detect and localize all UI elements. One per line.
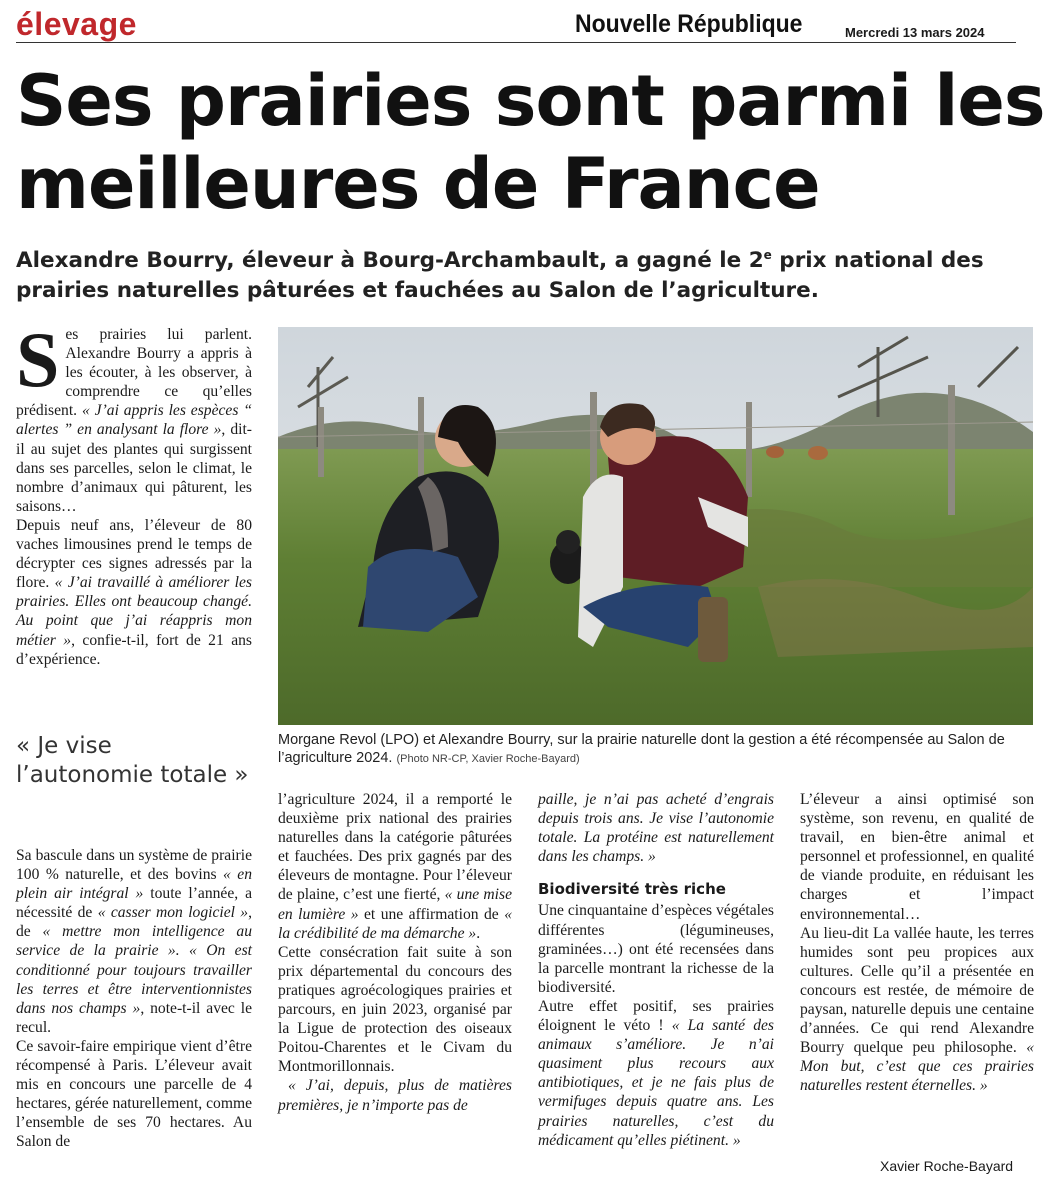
subheading: Biodiversité très riche [538, 880, 726, 899]
column-1-intro [16, 316, 252, 669]
rubric: élevage [16, 6, 137, 42]
column-2 [278, 790, 512, 1115]
issue-date: Mercredi 13 mars 2024 [845, 25, 985, 40]
paragraph: Une cinquantaine d’espèces végétales différentes (légumineuses, graminées…) ont été recensées dans la parcelle montrant la richesse de la biodiversité. [538, 902, 774, 996]
pull-quote-heading: « Je vise l’autonomie totale » [16, 733, 249, 788]
paragraph: Depuis neuf ans, l’éleveur de 80 vaches limousines prend le temps de décrypter ces signes adressés par la flore. « J’ai travaillé à améliorer les prairies. Elles ont beaucoup changé. Au point que j’ai réappris mon métier », confie-t-il, fort de 21 ans d’expérience. [16, 516, 252, 668]
photo-credit: (Photo NR-CP, Xavier Roche-Bayard) [396, 753, 580, 765]
column-3 [538, 790, 774, 1150]
drop-cap: S [16, 316, 60, 403]
author-byline: Xavier Roche-Bayard [880, 1158, 1014, 1174]
column-1-continued [16, 846, 252, 1152]
column-4 [800, 790, 1034, 1096]
paragraph: Sa bascule dans un système de prairie 100 % naturelle, et des bovins « en plein air intégral » toute l’année, a nécessité de « casser mon logiciel », de « mettre mon intelligence au service de la prairie ». « On est conditionné pour toujours travailler les terres et être interventionnistes dans nos champs », note-t-il avec le recul. [16, 847, 253, 1036]
paragraph: L’éleveur a ainsi optimisé son système, son revenu, en qualité de travail, en bien-être animal et personnel et professionnel, en qualité de viande produite, en réduisant les charges et l’impact environnemental… [800, 791, 1034, 923]
newspaper-name: Nouvelle République [575, 10, 803, 38]
paragraph: Au lieu-dit La vallée haute, les terres humides sont peu propices aux cultures. Celle qu’il a présentée en concours est restée, de mémoire de paysan, naturelle depuis une centaine d’années. Ce qui rend Alexandre Bourry quelque peu philosophe. « Mon but, c’est que ces prairies naturelles restent éternelles. » [800, 924, 1034, 1095]
paragraph: l’agriculture 2024, il a remporté le deuxième prix national des prairies naturelles dans la catégorie pâturées et fauchées. Des prix gagnés par des éleveurs de montagne. Pour l’éleveur de plaine, c’est une fierté, « une mise en lumière » et une affirmation de « la crédibilité de ma démarche ». [278, 791, 513, 942]
paragraph: « J’ai, depuis, plus de matières premières, je n’importe pas de [278, 1077, 512, 1114]
article-photo [278, 327, 1033, 725]
header-rule [16, 42, 1016, 43]
paragraph: Cette consécration fait suite à son prix départemental du concours des pratiques agroécologiques prairies et parcours, en juin 2023, organisé par la Ligue de protection des oiseaux Poitou-Charentes et le Civam du Montmorillonnais. [278, 943, 512, 1076]
headline: Ses prairies sont parmi les meilleures de France [16, 60, 1045, 225]
photo-caption: Morgane Revol (LPO) et Alexandre Bourry, sur la prairie naturelle dont la gestion a été récompensée au Salon de l’agriculture 2024. (Photo NR-CP, Xavier Roche-Bayard) [278, 732, 1005, 766]
paragraph: Autre effet positif, ses prairies éloignent le véto ! « La santé des animaux s’améliore. Je n’ai quasiment plus recours aux antibiotiques, et je ne fais plus de vermifuges depuis quatre ans. Les prairies naturelles, c’est du médicament qu’elles piétinent. » [538, 997, 774, 1149]
paragraph: Ses prairies lui parlent. Alexandre Bourry a appris à les écouter, à les observer, à comprendre ce qu’elles prédisent. « J’ai appris les espèces “ alertes ” en analysant la flore », dit-il au sujet des plantes qui surgissent dans ses parcelles, selon le climat, le nombre d’animaux qui pâturent, les saisons… [16, 316, 252, 515]
chapo: Alexandre Bourry, éleveur à Bourg-Archambault, a gagné le 2e prix national des prairies naturelles pâturées et fauchées au Salon de l’agriculture. [16, 248, 984, 304]
paragraph: paille, je n’ai pas acheté d’engrais depuis trois ans. Je vise l’autonomie totale. La protéine est naturellement dans les champs. » [538, 791, 774, 866]
paragraph: Ce savoir-faire empirique vient d’être récompensé à Paris. L’éleveur avait mis en concours une parcelle de 4 hectares, gérée naturellement, comme l’ensemble de ses 70 hectares. Au Salon de [16, 1037, 252, 1151]
